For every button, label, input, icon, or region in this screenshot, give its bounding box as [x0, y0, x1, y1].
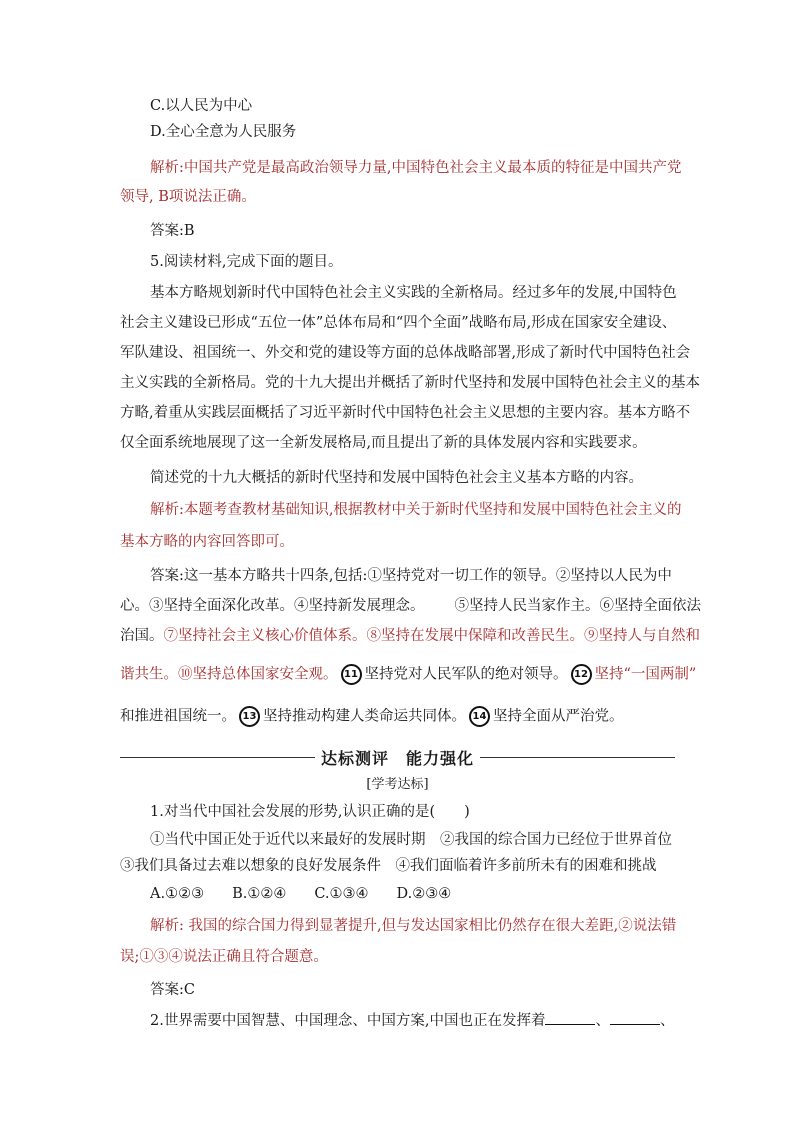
answer-line — [120, 706, 680, 727]
answer-segment: 坚持党对人民军队的绝对领导。 — [364, 666, 568, 683]
question-1-stem: 1.对当代中国社会发展的形势,认识正确的是( ) — [150, 804, 470, 820]
answer-segment: 坚持推动构建人类命运共同体。 — [263, 708, 466, 725]
circled-number-12-icon: 12 — [571, 664, 592, 685]
question-2-text: 2.世界需要中国智慧、中国理念、中国方案,中国也正在发挥着 — [150, 1013, 546, 1029]
material-line: 军队建设、祖国统一、外交和党的建设等方面的总体战略部署,形成了新时代中国特色社会 — [120, 345, 691, 361]
answer-segment: 心。③坚持全面深化改革。④坚持新发展理念。 — [120, 598, 425, 614]
material-line: 社会主义建设已形成“五位一体”总体布局和“四个全面”战略布局,形成在国家安全建设、 — [120, 315, 677, 331]
section-heading — [120, 745, 675, 769]
answer-segment: 治国。 — [120, 628, 164, 644]
circled-number-11-icon: 11 — [341, 664, 362, 685]
answer-line — [120, 596, 701, 616]
option-d: D.②③④ — [396, 886, 452, 902]
answer-segment: 坚持全面从严治党。 — [493, 708, 624, 725]
fill-blank — [545, 1010, 595, 1025]
material-line: 基本方略规划新时代中国特色社会主义实践的全新格局。经过多年的发展,中国特色 — [150, 285, 677, 301]
circled-number-14-icon: 14 — [469, 706, 490, 727]
question-5-stem: 5.阅读材料,完成下面的题目。 — [150, 254, 343, 270]
option-c: C.以人民为中心 — [150, 98, 253, 114]
material-line: 方略,着重从实践层面概括了习近平新时代中国特色社会主义思想的主要内容。基本方略不 — [120, 405, 691, 421]
analysis-line: 基本方略的内容回答即可。 — [120, 534, 294, 550]
question-1-options — [150, 884, 680, 904]
separator: 、 — [659, 1013, 675, 1029]
answer-line — [120, 664, 697, 685]
analysis-line: 解析: 我国的综合国力得到显著提升,但与发达国家相比仍然存在很大差距,②说法错 — [150, 918, 677, 934]
heading-rule-left — [120, 757, 315, 758]
answer-segment: 坚持“一国两制” — [594, 666, 697, 683]
option-a: A.①②③ — [150, 886, 205, 902]
answer-segment: ⑦坚持社会主义核心价值体系。⑧坚持在发展中保障和改善民生。⑨坚持人与自然和 — [163, 628, 700, 644]
separator: 、 — [595, 1013, 610, 1029]
analysis-line: 解析:中国共产党是最高政治领导力量,中国特色社会主义最本质的特征是中国共产党 — [150, 160, 682, 176]
section-title: 达标测评 能力强化 — [321, 748, 475, 768]
answer-line — [120, 626, 700, 646]
option-b: B.①②④ — [232, 886, 287, 902]
answer-segment: ⑤坚持人民当家作主。⑥坚持全面依法 — [454, 598, 701, 614]
option-c: C.①③④ — [314, 886, 369, 902]
answer-text: 答案:B — [150, 223, 195, 239]
answer-segment: 和推进祖国统一。 — [120, 708, 236, 725]
circled-number-13-icon: 13 — [239, 706, 260, 727]
heading-rule-right — [480, 757, 675, 758]
material-line: 主义实践的全新格局。党的十九大提出并概括了新时代坚持和发展中国特色社会主义的基本 — [120, 375, 700, 391]
question-1-items: ③我们具备过去难以想象的良好发展条件 ④我们面临着许多前所未有的困难和挑战 — [120, 858, 657, 874]
analysis-line: 解析:本题考查教材基础知识,根据教材中关于新时代坚持和发展中国特色社会主义的 — [150, 502, 682, 518]
fill-blank — [610, 1010, 660, 1025]
answer-segment: 谐共生。⑩坚持总体国家安全观。 — [120, 666, 338, 683]
material-line: 仅全面系统地展现了这一全新发展格局,而且提出了新的具体发展内容和实践要求。 — [120, 435, 647, 451]
option-d: D.全心全意为人民服务 — [150, 124, 297, 140]
question-1-items: ①当代中国正处于近代以来最好的发展时期 ②我国的综合国力已经位于世界首位 — [150, 832, 672, 848]
analysis-line: 领导, B项说法正确。 — [120, 189, 256, 205]
answer-text: 答案:C — [150, 982, 195, 998]
section-subtitle: [学考达标] — [366, 777, 429, 792]
question-5-prompt: 简述党的十九大概括的新时代坚持和发展中国特色社会主义基本方略的内容。 — [150, 470, 643, 486]
question-2-stem — [150, 1010, 680, 1031]
answer-line: 答案:这一基本方略共十四条,包括:①坚持党对一切工作的领导。②坚持以人民为中 — [150, 568, 672, 584]
analysis-line: 误;①③④说法正确且符合题意。 — [120, 949, 328, 965]
